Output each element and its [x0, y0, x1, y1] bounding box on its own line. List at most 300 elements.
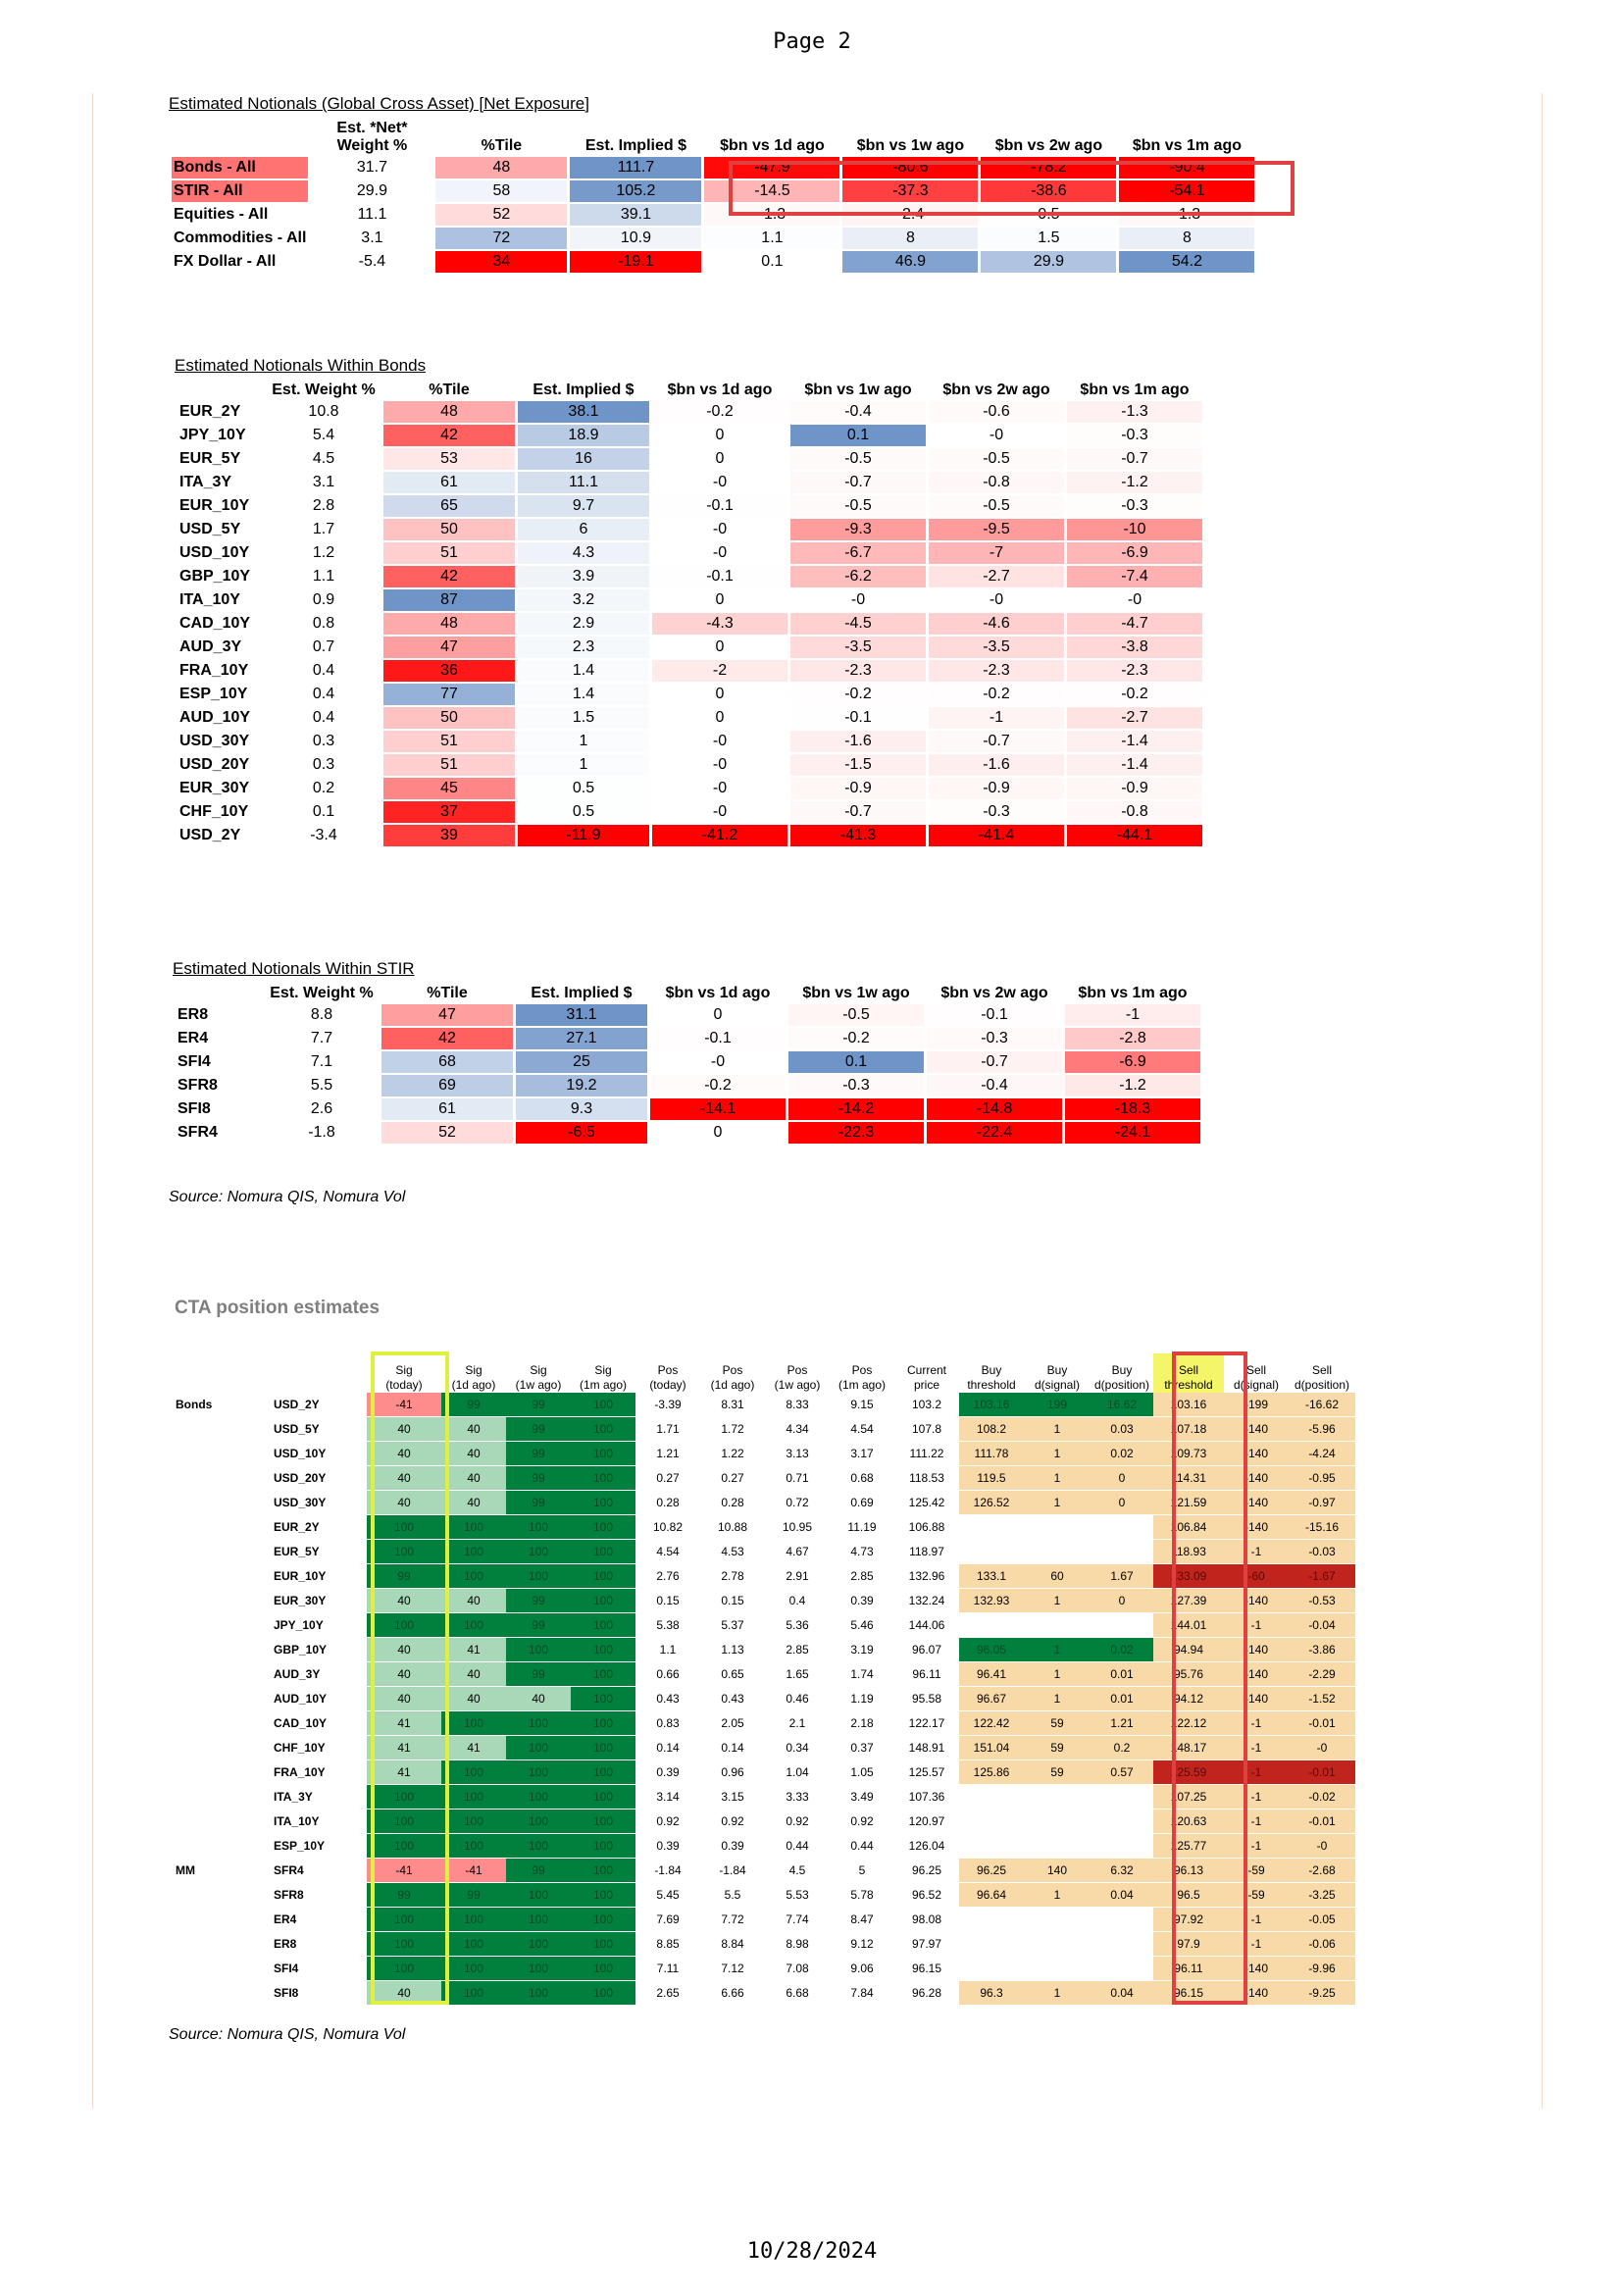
cta-buy-cell: 96.25 [959, 1859, 1024, 1883]
cta-position-cell: 8.98 [765, 1932, 830, 1957]
cta-position-cell: 2.85 [830, 1564, 894, 1589]
cta-header-line2: (1d ago) [710, 1378, 755, 1392]
cta-sell-cell: 125.77 [1153, 1834, 1224, 1859]
cta-position-cell: 0.14 [700, 1736, 765, 1760]
cross-row-label: Equities - All [174, 206, 269, 223]
cta-sell-cell: 127.39 [1153, 1589, 1224, 1613]
cross-cell: 105.2 [570, 180, 701, 202]
stir-cell: 68 [381, 1051, 513, 1073]
cross-cell: 3.1 [311, 228, 432, 249]
cross-cell: 52 [435, 204, 567, 226]
cta-buy-cell [1024, 1540, 1091, 1564]
cta-buy-cell: 96.67 [959, 1687, 1024, 1711]
cta-position-cell: 2.91 [765, 1564, 830, 1589]
cta-buy-cell: 126.52 [959, 1491, 1024, 1515]
bonds-cell: -1.4 [1067, 754, 1202, 776]
cta-signal-cell: 100 [571, 1932, 635, 1957]
cta-signal-cell: 100 [506, 1760, 571, 1785]
cta-buy-cell: 0 [1091, 1589, 1153, 1613]
bonds-cell: 0.4 [267, 660, 381, 682]
bonds-row [178, 660, 1202, 682]
cta-current-price: 96.11 [894, 1662, 959, 1687]
cta-sell-cell: -1 [1224, 1540, 1289, 1564]
cross-cell: -54.1 [1119, 180, 1254, 202]
cta-signal-cell: 100 [571, 1908, 635, 1932]
cta-signal-cell: 100 [441, 1981, 506, 2006]
cta-signal-cell: 100 [367, 1540, 441, 1564]
bonds-cell: -0 [652, 754, 787, 776]
cta-signal-cell: 100 [506, 1932, 571, 1957]
bonds-cell: -0.5 [929, 495, 1064, 517]
cta-buy-cell: 1 [1024, 1662, 1091, 1687]
cta-current-price: 98.08 [894, 1908, 959, 1932]
bonds-header-cell: Est. Weight % [272, 382, 376, 398]
cta-position-cell: 3.13 [765, 1442, 830, 1466]
cta-sell-cell: 97.92 [1153, 1908, 1224, 1932]
cta-buy-cell [1091, 1932, 1153, 1957]
cta-signal-cell: 41 [441, 1638, 506, 1662]
bonds-cell: -0 [652, 731, 787, 752]
cta-sell-cell: 96.15 [1153, 1981, 1224, 2006]
stir-cell: 47 [381, 1004, 513, 1026]
bonds-cell: 51 [383, 754, 515, 776]
cta-sell-cell: -140 [1224, 1417, 1289, 1442]
bonds-cell: 0.7 [267, 637, 381, 658]
cta-signal-cell: 100 [441, 1711, 506, 1736]
bonds-cell: 1.4 [518, 660, 649, 682]
cta-buy-cell: 0 [1091, 1466, 1153, 1491]
bonds-cell: -0 [1067, 589, 1202, 611]
stir-cell: -6.9 [1065, 1051, 1200, 1073]
bonds-cell: -1.5 [790, 754, 926, 776]
cta-signal-cell: 100 [571, 1442, 635, 1466]
cta-header-cell [894, 1353, 959, 1393]
cta-signal-cell: 40 [441, 1589, 506, 1613]
cta-buy-cell: 111.78 [959, 1442, 1024, 1466]
bonds-row [178, 684, 1202, 705]
bonds-cell: 4.5 [267, 448, 381, 470]
cta-signal-cell: 100 [506, 1981, 571, 2006]
cta-position-cell: 1.71 [635, 1417, 700, 1442]
cta-signal-cell: 40 [367, 1442, 441, 1466]
cta-position-cell: 7.69 [635, 1908, 700, 1932]
cta-header-line1: Pos [657, 1363, 679, 1377]
right-margin-line [1542, 93, 1543, 2109]
cta-position-cell: 0.14 [635, 1736, 700, 1760]
cta-signal-cell: 100 [506, 1515, 571, 1540]
stir-cell: 25 [516, 1051, 647, 1073]
stir-cell: -0.2 [650, 1075, 786, 1096]
cta-signal-cell: 100 [441, 1834, 506, 1859]
stir-title: Estimated Notionals Within STIR [173, 959, 415, 978]
cross-cell: 11.1 [311, 204, 432, 226]
bonds-cell: 39 [383, 825, 515, 846]
cross-cell: 29.9 [981, 251, 1116, 273]
cta-position-cell: 2.65 [635, 1981, 700, 2006]
cta-signal-cell: 100 [441, 1515, 506, 1540]
cta-signal-cell: 100 [367, 1515, 441, 1540]
cta-signal-cell: 99 [367, 1564, 441, 1589]
bonds-cell: -0.8 [1067, 801, 1202, 823]
bonds-cell: -0.9 [790, 778, 926, 799]
cta-buy-cell [959, 1515, 1024, 1540]
cta-signal-cell: 100 [571, 1662, 635, 1687]
cta-current-price: 96.07 [894, 1638, 959, 1662]
bonds-cell: 0.5 [518, 778, 649, 799]
cta-position-cell: 9.15 [830, 1393, 894, 1417]
bonds-row-label: AUD_10Y [179, 709, 251, 726]
cta-header-line2: (1w ago) [774, 1378, 821, 1392]
stir-cell: 69 [381, 1075, 513, 1096]
bonds-row [178, 801, 1202, 823]
bonds-cell: 51 [383, 542, 515, 564]
cta-signal-cell: 100 [571, 1638, 635, 1662]
stir-header-cell: $bn vs 1w ago [802, 985, 910, 1001]
bonds-cell: -44.1 [1067, 825, 1202, 846]
cta-buy-cell: 122.42 [959, 1711, 1024, 1736]
cross-cell: 58 [435, 180, 567, 202]
cta-sell-cell: -1 [1224, 1760, 1289, 1785]
cta-buy-cell: 133.1 [959, 1564, 1024, 1589]
cross-row-label: FX Dollar - All [174, 253, 277, 270]
cta-position-cell: 1.05 [830, 1760, 894, 1785]
bonds-row [178, 613, 1202, 635]
cta-row-label: GBP_10Y [271, 1638, 367, 1662]
cta-signal-cell: 100 [571, 1981, 635, 2006]
bonds-row-label: EUR_30Y [179, 780, 250, 796]
cta-position-cell: 7.11 [635, 1957, 700, 1981]
cta-buy-cell [1024, 1785, 1091, 1810]
cta-position-cell: 8.85 [635, 1932, 700, 1957]
cta-buy-cell: 59 [1024, 1711, 1091, 1736]
cta-signal-cell: 100 [571, 1564, 635, 1589]
cta-signal-cell: 100 [441, 1613, 506, 1638]
cta-current-price: 97.97 [894, 1932, 959, 1957]
cta-sell-cell: -59 [1224, 1859, 1289, 1883]
bonds-row-label: FRA_10Y [179, 662, 249, 679]
bonds-row [178, 825, 1202, 846]
cta-signal-cell: 100 [441, 1810, 506, 1834]
cta-signal-cell: 100 [571, 1613, 635, 1638]
bonds-cell: -0 [652, 519, 787, 540]
cross-cell: 0.5 [981, 204, 1116, 226]
cta-header-line1: Sell [1311, 1363, 1332, 1377]
stir-cell: -14.8 [927, 1098, 1062, 1120]
cross-cell: 34 [435, 251, 567, 273]
stir-cell: 52 [381, 1122, 513, 1144]
bonds-cell: 37 [383, 801, 515, 823]
cta-sell-cell: -3.86 [1289, 1638, 1355, 1662]
cta-signal-cell: 100 [506, 1540, 571, 1564]
stir-cell: 2.6 [265, 1098, 379, 1120]
cta-buy-cell [959, 1957, 1024, 1981]
cta-current-price: 144.06 [894, 1613, 959, 1638]
bonds-row-label: EUR_5Y [179, 450, 241, 467]
cta-position-cell: 9.06 [830, 1957, 894, 1981]
cta-buy-cell: 6.32 [1091, 1859, 1153, 1883]
cross-cell: 10.9 [570, 228, 701, 249]
cta-sell-cell: 96.5 [1153, 1883, 1224, 1908]
cta-position-cell: 7.72 [700, 1908, 765, 1932]
bonds-row-label: USD_5Y [179, 521, 241, 537]
cta-buy-cell: 1 [1024, 1491, 1091, 1515]
bonds-cell: -0 [652, 542, 787, 564]
bonds-cell: 1 [518, 754, 649, 776]
cta-position-cell: 0.15 [635, 1589, 700, 1613]
cta-buy-cell: 0.01 [1091, 1662, 1153, 1687]
bonds-cell: -0.4 [790, 401, 926, 423]
bonds-header-cell: Est. Implied $ [533, 382, 634, 398]
cross-cell: 39.1 [570, 204, 701, 226]
cross-cell: -14.5 [704, 180, 839, 202]
cta-signal-cell: 41 [367, 1711, 441, 1736]
cta-position-cell: 5.37 [700, 1613, 765, 1638]
stir-row [176, 1122, 1200, 1144]
cta-sell-cell: -5.96 [1289, 1417, 1355, 1442]
bonds-cell: -0.3 [929, 801, 1064, 823]
bonds-cell: -0.3 [1067, 495, 1202, 517]
cross-cell: 8 [1119, 228, 1254, 249]
cta-position-cell: 0.66 [635, 1662, 700, 1687]
cta-row-label: SFR4 [271, 1859, 367, 1883]
cta-buy-cell [1091, 1908, 1153, 1932]
cta-header-cell [173, 1353, 271, 1393]
cta-buy-cell: 96.64 [959, 1883, 1024, 1908]
cta-current-price: 125.42 [894, 1491, 959, 1515]
cta-sell-cell: -60 [1224, 1564, 1289, 1589]
cta-buy-cell: 108.2 [959, 1417, 1024, 1442]
stir-row-label: SFI8 [178, 1100, 211, 1117]
sig-today-highlight-box [371, 1351, 449, 2005]
cta-header-line2: (1d ago) [451, 1378, 496, 1392]
cta-group-label [173, 1589, 271, 1613]
bonds-cell: -2.3 [1067, 660, 1202, 682]
cta-sell-cell: 114.31 [1153, 1466, 1224, 1491]
stir-cell: 0 [650, 1004, 786, 1026]
cta-signal-cell: 100 [506, 1883, 571, 1908]
cta-header-line1: Buy [1111, 1363, 1133, 1377]
cta-sell-cell: -0.02 [1289, 1785, 1355, 1810]
cta-current-price: 120.97 [894, 1810, 959, 1834]
cta-sell-cell: -0.01 [1289, 1711, 1355, 1736]
cta-position-cell: 5.78 [830, 1883, 894, 1908]
bonds-cell: -1.2 [1067, 472, 1202, 493]
cta-position-cell: 5.53 [765, 1883, 830, 1908]
cta-signal-cell: 40 [367, 1466, 441, 1491]
bonds-cell: -0 [929, 425, 1064, 446]
cta-buy-cell [959, 1785, 1024, 1810]
bonds-cell: -0.2 [929, 684, 1064, 705]
cta-position-cell: 4.53 [700, 1540, 765, 1564]
bonds-cell: 11.1 [518, 472, 649, 493]
cta-signal-cell: 100 [571, 1760, 635, 1785]
cta-current-price: 132.96 [894, 1564, 959, 1589]
bonds-table [175, 380, 1205, 848]
bonds-cell: -1.4 [1067, 731, 1202, 752]
bonds-cell: 5.4 [267, 425, 381, 446]
bonds-cell: -1.6 [790, 731, 926, 752]
cta-sell-cell: -0.03 [1289, 1540, 1355, 1564]
source-note-1: Source: Nomura QIS, Nomura Vol [169, 1189, 406, 1205]
bonds-row [178, 495, 1202, 517]
cta-header-line1: Sig [395, 1363, 413, 1377]
stir-header-cell: %Tile [427, 985, 468, 1001]
cta-row-label: AUD_3Y [271, 1662, 367, 1687]
bonds-cell: -4.7 [1067, 613, 1202, 635]
cta-signal-cell: 100 [571, 1466, 635, 1491]
cta-signal-cell: 100 [367, 1785, 441, 1810]
cta-group-label [173, 1638, 271, 1662]
bonds-row [178, 731, 1202, 752]
cta-position-cell: 7.12 [700, 1957, 765, 1981]
cta-header-cell [441, 1353, 506, 1393]
stir-header-cell: $bn vs 1d ago [665, 985, 771, 1001]
cta-row-label: JPY_10Y [271, 1613, 367, 1638]
cta-position-cell: 0.92 [830, 1810, 894, 1834]
cta-signal-cell: 100 [571, 1834, 635, 1859]
cta-header-line1: Sell [1245, 1363, 1266, 1377]
cta-header-cell [765, 1353, 830, 1393]
bonds-cell: 0.5 [518, 801, 649, 823]
cta-sell-cell: -4.24 [1289, 1442, 1355, 1466]
cta-sell-cell: -140 [1224, 1442, 1289, 1466]
cta-signal-cell: 99 [506, 1417, 571, 1442]
cross-cell: -78.2 [981, 157, 1116, 178]
cta-signal-cell: 100 [441, 1932, 506, 1957]
cta-sell-cell: 103.16 [1153, 1393, 1224, 1417]
bonds-row-label: USD_20Y [179, 756, 250, 773]
cta-buy-cell: 96.05 [959, 1638, 1024, 1662]
cta-group-label [173, 1957, 271, 1981]
cta-row-label: ITA_10Y [271, 1810, 367, 1834]
cta-row-label: SFI4 [271, 1957, 367, 1981]
cta-sell-cell: -199 [1224, 1393, 1289, 1417]
cta-signal-cell: 100 [571, 1711, 635, 1736]
cta-signal-cell: 100 [571, 1515, 635, 1540]
bonds-cell: 2.3 [518, 637, 649, 658]
cta-signal-cell: 40 [367, 1589, 441, 1613]
bonds-cell: 1.4 [518, 684, 649, 705]
cross-cell: 111.7 [570, 157, 701, 178]
cta-sell-cell: 118.93 [1153, 1540, 1224, 1564]
cta-signal-cell: 99 [441, 1393, 506, 1417]
cta-header-line2: threshold [1164, 1378, 1213, 1392]
cta-signal-cell: 100 [367, 1834, 441, 1859]
cta-group-label [173, 1711, 271, 1736]
cta-buy-cell [959, 1908, 1024, 1932]
bonds-header-cell [178, 382, 264, 399]
cta-position-cell: 8.31 [700, 1393, 765, 1417]
cta-position-cell: 0.28 [700, 1491, 765, 1515]
cta-position-cell: 6.66 [700, 1981, 765, 2006]
bonds-cell: 1.2 [267, 542, 381, 564]
bonds-row-label: ITA_3Y [179, 474, 232, 490]
cta-header-line2: (1m ago) [579, 1378, 628, 1392]
cross-row-label: STIR - All [172, 180, 308, 202]
bonds-row-label: EUR_2Y [179, 403, 241, 420]
stir-header-cell: Est. Weight % [270, 985, 374, 1001]
bonds-cell: 0 [652, 425, 787, 446]
bonds-cell: 0.3 [267, 754, 381, 776]
cta-signal-cell: 100 [571, 1785, 635, 1810]
cta-signal-cell: -41 [367, 1859, 441, 1883]
cta-sell-cell: 121.59 [1153, 1491, 1224, 1515]
cta-sell-cell: 120.63 [1153, 1810, 1224, 1834]
bonds-cell: -0.7 [790, 472, 926, 493]
stir-cell: 9.3 [516, 1098, 647, 1120]
bonds-cell: -0.9 [929, 778, 1064, 799]
cta-buy-cell [1091, 1515, 1153, 1540]
bonds-cell: -0.5 [790, 448, 926, 470]
cta-row-label: USD_5Y [271, 1417, 367, 1442]
cta-buy-cell: 125.86 [959, 1760, 1024, 1785]
cta-sell-cell: -2.68 [1289, 1859, 1355, 1883]
bonds-cell: -4.5 [790, 613, 926, 635]
left-margin-line [92, 93, 93, 2109]
cta-position-cell: 4.73 [830, 1540, 894, 1564]
bonds-cell: 0.3 [267, 731, 381, 752]
cta-current-price: 107.36 [894, 1785, 959, 1810]
cta-header-line2: (today) [385, 1378, 423, 1392]
stir-row-label: SFR4 [178, 1124, 218, 1141]
cta-header-line1: Pos [851, 1363, 873, 1377]
stir-cell: -0.3 [927, 1028, 1062, 1049]
cta-position-cell: 0.92 [635, 1810, 700, 1834]
cta-buy-cell [1091, 1810, 1153, 1834]
bonds-cell: -2.7 [929, 566, 1064, 587]
cross-header-cell: $bn vs 1m ago [1132, 137, 1242, 154]
cta-row-label: SFI8 [271, 1981, 367, 2006]
cta-buy-cell [959, 1932, 1024, 1957]
cta-position-cell: 1.13 [700, 1638, 765, 1662]
cta-signal-cell: 100 [571, 1810, 635, 1834]
cta-header-line1: Pos [787, 1363, 808, 1377]
cta-position-cell: 5.46 [830, 1613, 894, 1638]
stir-table [173, 983, 1203, 1146]
stir-cell: -1 [1065, 1004, 1200, 1026]
cta-buy-cell: 199 [1024, 1393, 1091, 1417]
cta-header-line1: Sig [465, 1363, 482, 1377]
cta-current-price: 96.25 [894, 1859, 959, 1883]
cta-signal-cell: 100 [506, 1957, 571, 1981]
cta-sell-cell: -59 [1224, 1883, 1289, 1908]
stir-cell: 8.8 [265, 1004, 379, 1026]
bonds-row-label: CHF_10Y [179, 803, 249, 820]
cta-position-cell: 3.49 [830, 1785, 894, 1810]
cross-cell: -1.3 [704, 204, 839, 226]
cta-signal-cell: 41 [441, 1736, 506, 1760]
bonds-cell: -3.8 [1067, 637, 1202, 658]
bonds-cell: -9.3 [790, 519, 926, 540]
bonds-cell: -1 [929, 707, 1064, 729]
bonds-cell: -9.5 [929, 519, 1064, 540]
bonds-cell: -3.5 [790, 637, 926, 658]
bonds-cell: -2.3 [790, 660, 926, 682]
cta-position-cell: 0.43 [700, 1687, 765, 1711]
cta-signal-cell: 40 [441, 1662, 506, 1687]
cta-buy-cell: 1 [1024, 1466, 1091, 1491]
cross-header-cell: $bn vs 1d ago [720, 137, 825, 154]
cta-buy-cell [1024, 1957, 1091, 1981]
bonds-cell: -7.4 [1067, 566, 1202, 587]
bonds-row-label: EUR_10Y [179, 497, 250, 514]
cta-signal-cell: 100 [506, 1785, 571, 1810]
cta-group-label [173, 1540, 271, 1564]
cta-signal-cell: 100 [506, 1810, 571, 1834]
cta-signal-cell: 100 [441, 1957, 506, 1981]
cross-cell: -37.3 [842, 180, 978, 202]
stir-row [176, 1028, 1200, 1049]
